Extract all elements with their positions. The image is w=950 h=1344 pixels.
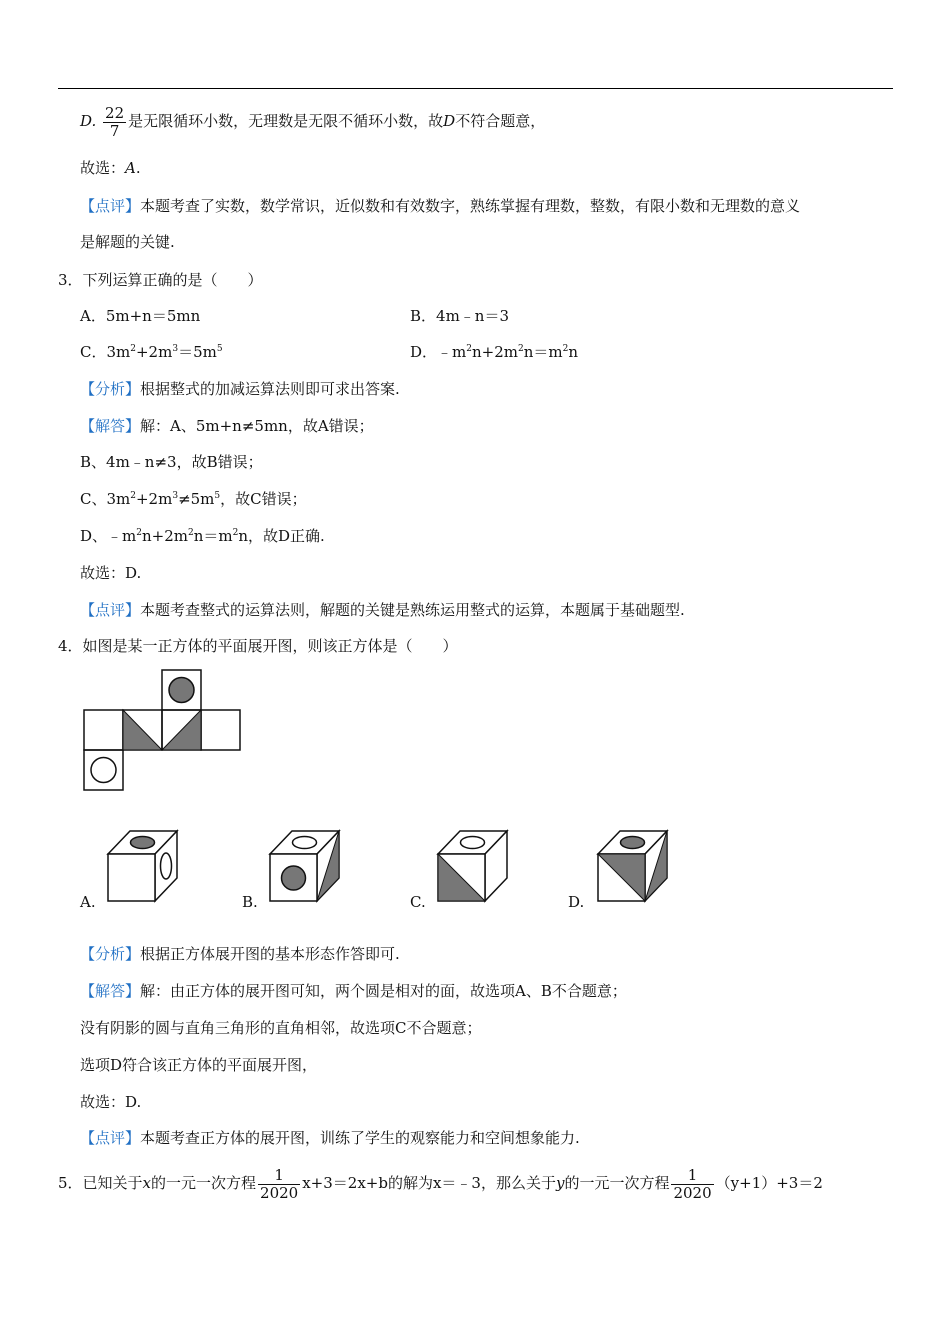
q4-solution-3: 选项D符合该正方体的平面展开图， [80, 1056, 318, 1074]
header-rule [58, 88, 893, 89]
q3-comment: 【点评】本题考查整式的运算法则，解题的关键是熟练运用整式的运算，本题属于基础题型. [80, 601, 685, 619]
q4-option-b-label: B. [242, 893, 258, 911]
q3-stem: 3．下列运算正确的是（ ） [58, 271, 263, 289]
q3-option-a: A．5m+n＝5mn [80, 307, 201, 325]
q4-option-d-cube [594, 828, 670, 904]
q4-stem: 4．如图是某一正方体的平面展开图，则该正方体是（ ） [58, 637, 458, 655]
q4-solution-1: 【解答】解：由正方体的展开图可知，两个圆是相对的面，故选项A、B不合题意； [80, 982, 627, 1000]
q4-option-c-label: C. [410, 893, 426, 911]
q4-option-b-cube [266, 828, 342, 904]
q4-option-a-label: A. [80, 893, 96, 911]
q3-solution-3: C、$3m^2+2m^3\ne 5m^5$，故C错误； [80, 490, 307, 508]
q5-stem: 5．已知关于x的一元一次方程 $\frac{1}{2020}$ x+3＝2x+b的解为x＝﹣3，那么关于y的一元一次方程 $\frac{1}{2020}$ （y+1）+3＝2 [58, 1165, 823, 1202]
q4-option-c-cube [434, 828, 510, 904]
comment-line-1: 【点评】本题考查了实数，数学常识，近似数和有效数字，熟练掌握有理数，整数，有限小数和无理数的意义 [80, 197, 801, 215]
comment-tag: 【点评】 [80, 197, 141, 215]
q4-answer: 故选：D. [80, 1093, 142, 1111]
fraction-1-2020-b: $\frac{1}{2020}$ [673, 1165, 712, 1202]
q4-option-d-label: D. [568, 893, 585, 911]
q4-comment: 【点评】本题考查正方体的展开图，训练了学生的观察能力和空间想象能力. [80, 1129, 580, 1147]
q4-option-a-cube [104, 828, 180, 904]
cube-net-figure [82, 668, 244, 792]
answer-line: 故选：A. [80, 159, 141, 177]
option-d-explanation: D. $\frac{22}{7}$ 是无限循环小数，无理数是无限不循环小数，故D不符合题意， [80, 103, 546, 140]
q3-option-b: B．4m﹣n＝3 [410, 307, 509, 325]
q3-solution-2: B、4m﹣n≠3，故B错误； [80, 453, 263, 471]
comment-line-2: 是解题的关键. [80, 233, 175, 251]
q4-analysis: 【分析】根据正方体展开图的基本形态作答即可. [80, 945, 400, 963]
q3-solution-4: D、$﹣m^2n+2m^2n=m^2n$，故D正确. [80, 527, 325, 545]
q3-option-c: C．$3m^2+2m^3=5m^5$ [80, 343, 223, 361]
q3-option-d: D．$﹣m^2n+2m^2n=m^2n$ [410, 343, 579, 361]
q4-solution-2: 没有阴影的圆与直角三角形的直角相邻，故选项C不合题意； [80, 1019, 482, 1037]
fraction-1-2020: $\frac{1}{2020}$ [260, 1165, 299, 1202]
q3-answer: 故选：D. [80, 564, 142, 582]
q3-solution-1: 【解答】解：A、5m+n≠5mn，故A错误； [80, 417, 374, 435]
fraction-22-7: $\frac{22}{7}$ [105, 103, 125, 140]
q3-analysis: 【分析】根据整式的加减运算法则即可求出答案. [80, 380, 400, 398]
